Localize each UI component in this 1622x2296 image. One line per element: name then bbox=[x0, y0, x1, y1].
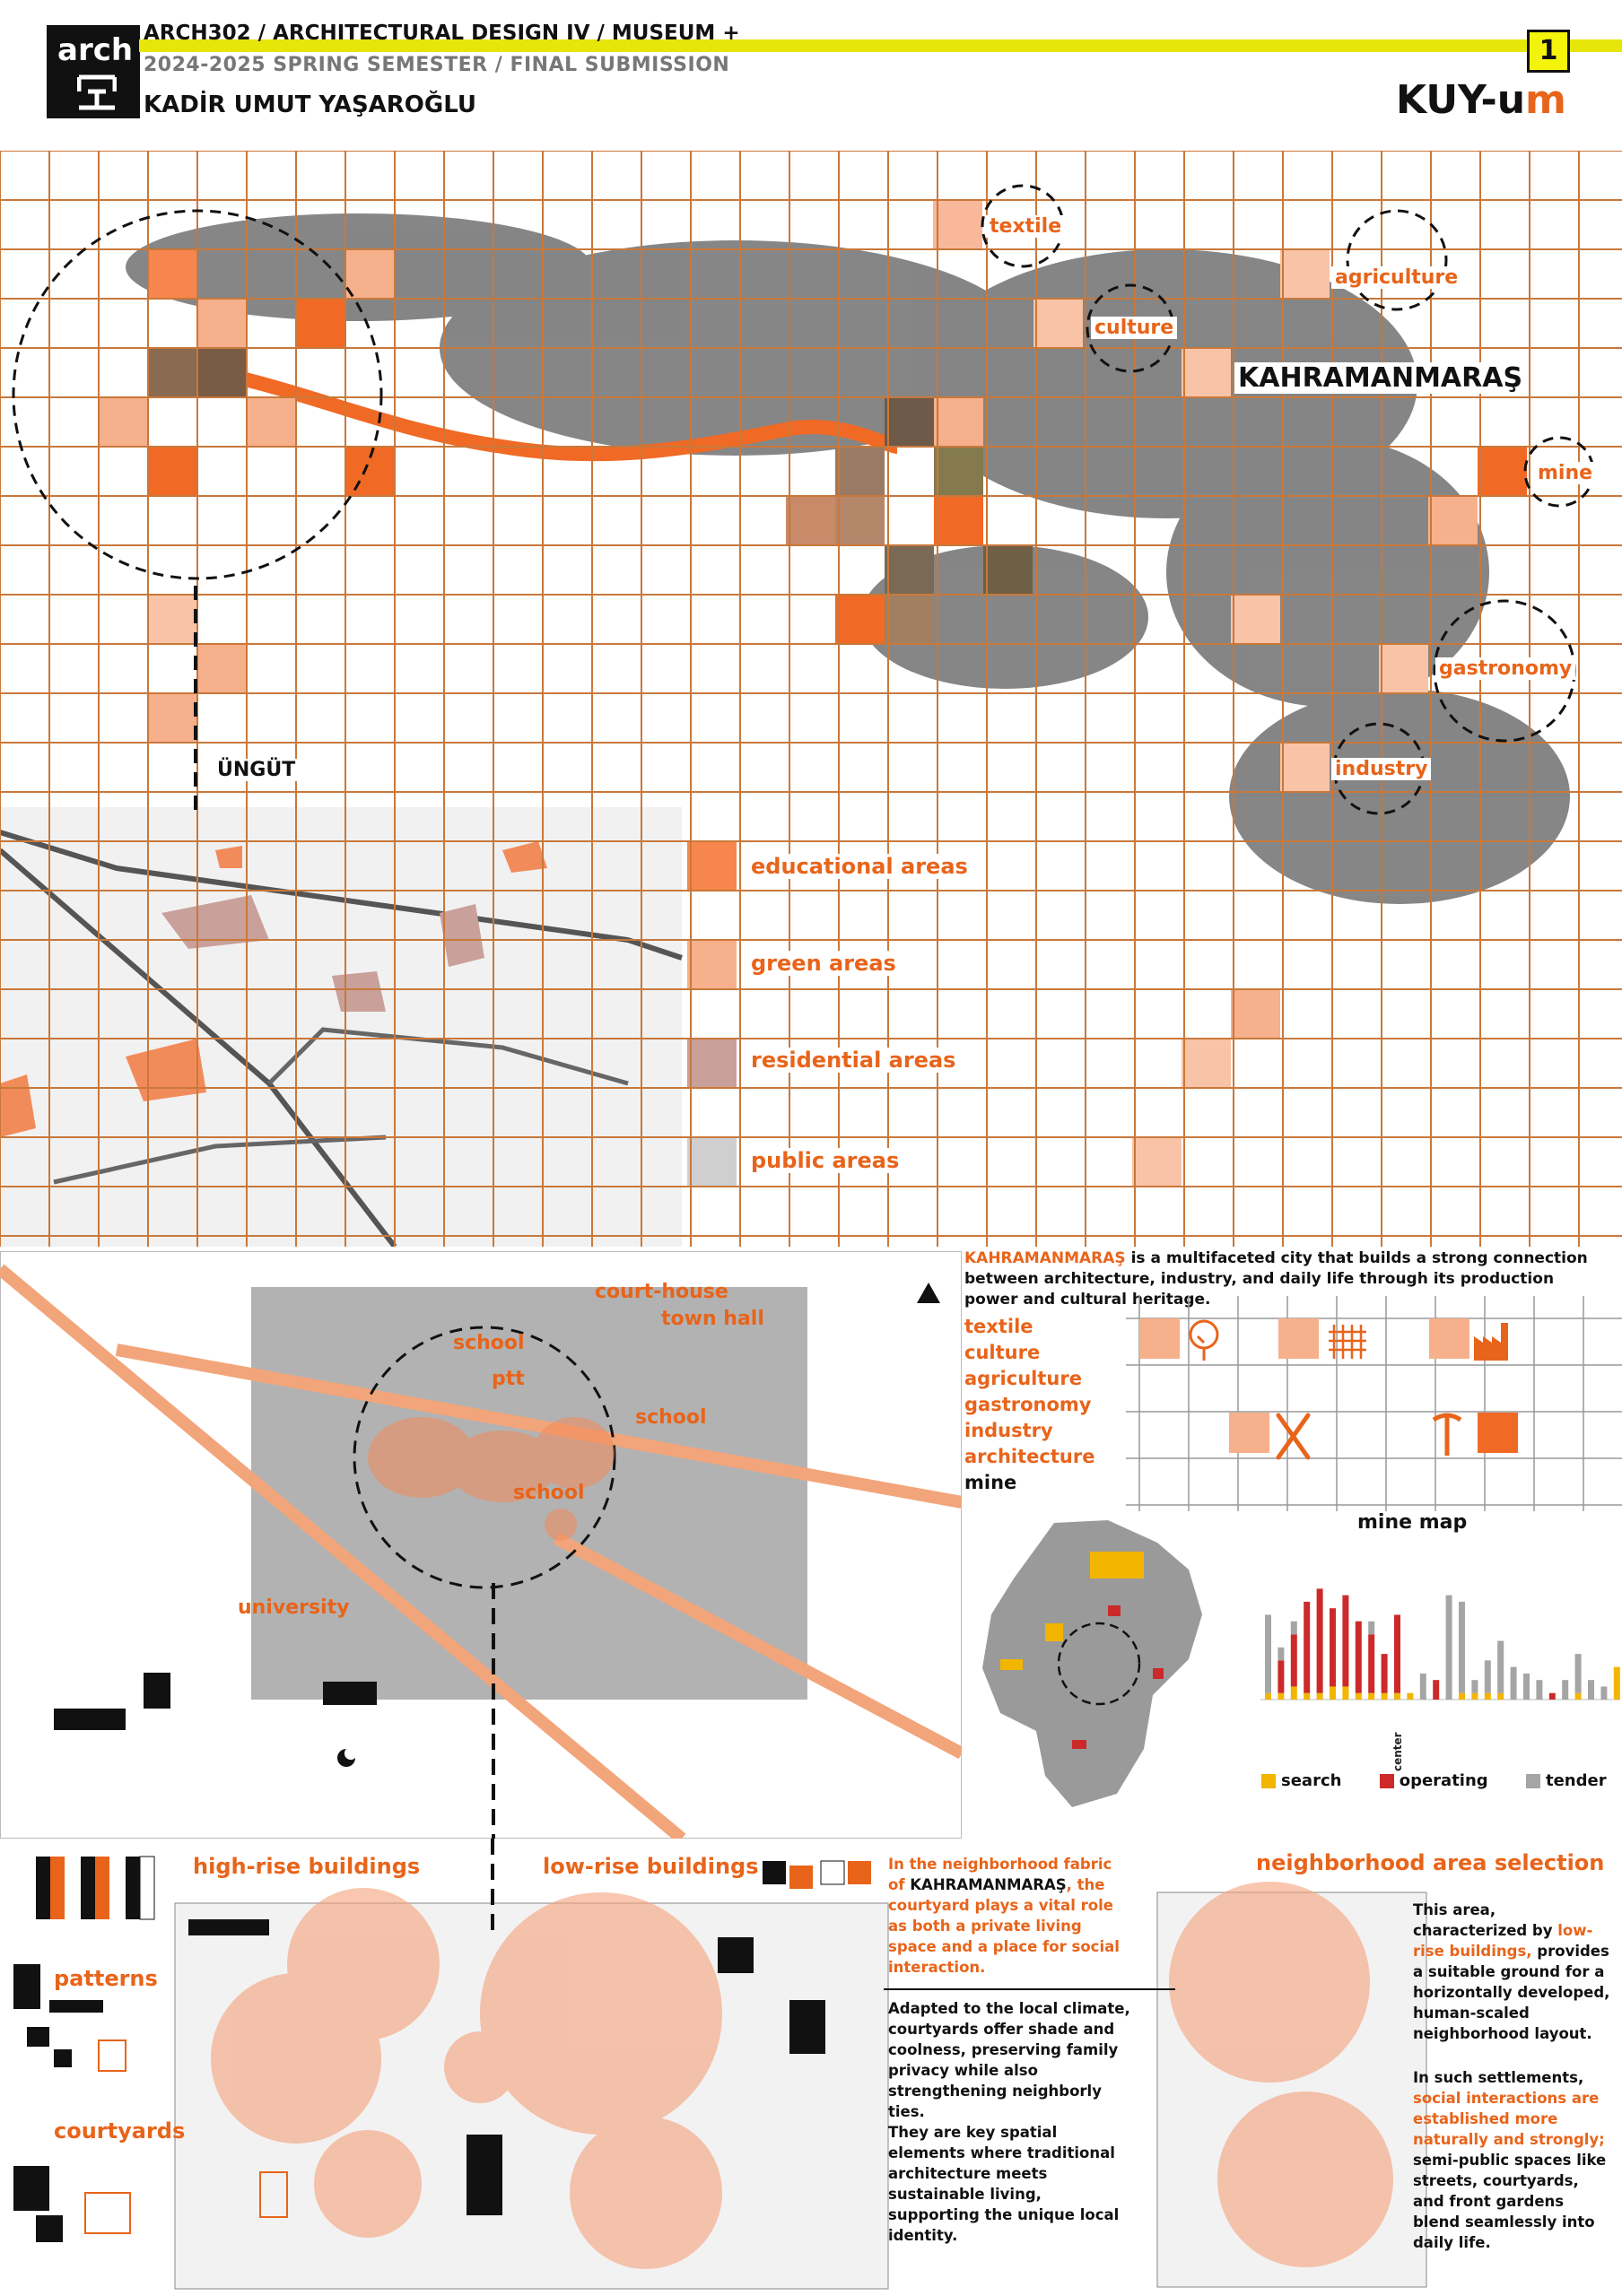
logo-glyph-icon bbox=[77, 72, 117, 111]
center-tick-label: center bbox=[1391, 1732, 1404, 1771]
bar-tender bbox=[1420, 1674, 1426, 1700]
selection-p2-highlight: social interactions are established more naturally and strongly; bbox=[1413, 2090, 1605, 2148]
bar-search bbox=[1382, 1693, 1388, 1700]
bar-operating bbox=[1368, 1634, 1374, 1692]
project-prefix: KUY-u bbox=[1396, 77, 1526, 123]
legend-label-operating: operating bbox=[1399, 1771, 1488, 1790]
bar-operating bbox=[1394, 1614, 1400, 1692]
bar-tender bbox=[1446, 1596, 1452, 1700]
selection-p1-highlight: low-rise buildings, bbox=[1413, 1922, 1593, 1960]
courtyard-intro-pre: In the neighborhood fabric of bbox=[888, 1856, 1112, 1893]
label-ptt: ptt bbox=[492, 1368, 525, 1390]
bar-operating bbox=[1433, 1680, 1439, 1700]
courtyard-paragraph-2: They are key spatial elements where traditional architecture meets sustainable living, supporting the unique local identity. bbox=[888, 2124, 1120, 2244]
low-rise-cube-icons bbox=[763, 1861, 871, 1889]
sector-mine: mine bbox=[964, 1472, 1017, 1493]
selection-title: neighborhood area selection bbox=[1256, 1850, 1605, 1875]
building-analysis-diagrams bbox=[0, 1839, 1622, 2296]
bar-search bbox=[1459, 1693, 1465, 1700]
mine-district-map bbox=[973, 1516, 1234, 1812]
mine-bar-chart bbox=[1256, 1547, 1622, 1789]
legend-educational: educational areas bbox=[748, 854, 971, 879]
mine-map-title: mine map bbox=[1357, 1511, 1468, 1534]
selection-paragraph-1 bbox=[1413, 1900, 1615, 2044]
ungut-base-map bbox=[0, 807, 682, 1247]
legend-green: green areas bbox=[748, 951, 899, 976]
bar-search bbox=[1342, 1686, 1348, 1700]
selection-p2-pre: In such settlements, bbox=[1413, 2069, 1584, 2086]
legend-swatch-search bbox=[1261, 1774, 1276, 1788]
bar-tender bbox=[1511, 1667, 1517, 1700]
sector-architecture: architecture bbox=[964, 1446, 1095, 1467]
sector-list bbox=[964, 1314, 1094, 1496]
logo-text: arch bbox=[57, 32, 134, 68]
author-name: KADİR UMUT YAŞAROĞLU bbox=[144, 91, 477, 118]
bar-search bbox=[1317, 1693, 1323, 1700]
bar-search bbox=[1614, 1667, 1620, 1700]
bar-search bbox=[1407, 1693, 1413, 1700]
label-agriculture: agriculture bbox=[1331, 266, 1461, 289]
bar-tender bbox=[1265, 1614, 1271, 1692]
label-school-2: school bbox=[635, 1406, 707, 1429]
label-mine: mine bbox=[1534, 462, 1596, 484]
bar-tender bbox=[1278, 1648, 1284, 1661]
sector-industry: industry bbox=[964, 1420, 1053, 1441]
bar-tender bbox=[1575, 1654, 1582, 1693]
bar-tender bbox=[1291, 1622, 1297, 1635]
bar-tender bbox=[1368, 1622, 1374, 1635]
high-rise-cube-icons bbox=[36, 1857, 154, 1919]
intro-text: is a multifaceted city that builds a strong connection between architecture, industry, and daily life through its production power and cultural heritage. bbox=[964, 1249, 1588, 1309]
label-culture: culture bbox=[1091, 317, 1177, 339]
bar-search bbox=[1394, 1693, 1400, 1700]
bar-tender bbox=[1497, 1641, 1504, 1693]
tree-icon bbox=[1190, 1321, 1217, 1361]
courtyard-intro bbox=[888, 1854, 1126, 1978]
label-town-hall: town hall bbox=[661, 1308, 764, 1330]
district-label: ÜNGÜT bbox=[214, 759, 299, 781]
legend-public: public areas bbox=[748, 1148, 902, 1173]
bar-search bbox=[1291, 1686, 1297, 1700]
project-suffix: m bbox=[1525, 77, 1566, 123]
bar-tender bbox=[1471, 1680, 1478, 1693]
bar-search bbox=[1575, 1693, 1582, 1700]
courtyards-title: courtyards bbox=[54, 2118, 186, 2144]
arch-logo bbox=[47, 25, 140, 118]
bar-tender bbox=[1459, 1602, 1465, 1693]
label-industry: industry bbox=[1331, 758, 1431, 780]
selection-p1-pre: This area, characterized by bbox=[1413, 1901, 1558, 1939]
bar-operating bbox=[1317, 1588, 1323, 1692]
project-title bbox=[1396, 77, 1566, 123]
legend-label-search: search bbox=[1281, 1771, 1342, 1790]
bar-search bbox=[1497, 1693, 1504, 1700]
intro-city: KAHRAMANMARAŞ bbox=[964, 1249, 1126, 1267]
courtyard-intro-post: , the courtyard plays a vital role as both a private living space and a place for social interaction. bbox=[888, 1876, 1120, 1976]
bar-tender bbox=[1536, 1680, 1542, 1700]
bar-operating bbox=[1342, 1596, 1348, 1687]
bar-operating bbox=[1291, 1634, 1297, 1686]
city-grid-map bbox=[0, 151, 1622, 1247]
patterns-title: patterns bbox=[54, 1966, 158, 1991]
legend-swatch-operating bbox=[1380, 1774, 1394, 1788]
bar-tender bbox=[1562, 1680, 1568, 1700]
bar-tender bbox=[1600, 1686, 1607, 1700]
bar-search bbox=[1368, 1693, 1374, 1700]
bar-search bbox=[1471, 1693, 1478, 1700]
bar-operating bbox=[1382, 1654, 1388, 1693]
sector-gastronomy: gastronomy bbox=[964, 1394, 1092, 1415]
course-title: ARCH302 / ARCHITECTURAL DESIGN IV / MUSEUM + bbox=[144, 22, 740, 45]
label-court-house: court-house bbox=[595, 1281, 728, 1303]
bar-search bbox=[1265, 1693, 1271, 1700]
sheet-number: 1 bbox=[1527, 30, 1570, 73]
bar-operating bbox=[1330, 1608, 1336, 1686]
legend-residential: residential areas bbox=[748, 1048, 958, 1073]
selection-p2-post: semi-public spaces like streets, courtyards, and front gardens blend seamlessly into daily life. bbox=[1413, 2152, 1607, 2251]
sector-icon-grid bbox=[1126, 1296, 1622, 1511]
bar-layer bbox=[1265, 1588, 1620, 1700]
selection-paragraph-2 bbox=[1413, 2067, 1615, 2253]
bar-operating bbox=[1356, 1622, 1362, 1693]
bar-operating bbox=[1304, 1602, 1310, 1693]
bar-search bbox=[1356, 1693, 1362, 1700]
sector-agriculture: agriculture bbox=[964, 1368, 1082, 1389]
bar-tender bbox=[1523, 1674, 1530, 1700]
legend-label-tender: tender bbox=[1545, 1771, 1607, 1790]
pickaxe-icon bbox=[1434, 1415, 1461, 1456]
label-school-1: school bbox=[453, 1332, 525, 1354]
bar-search bbox=[1304, 1693, 1310, 1700]
sector-culture: culture bbox=[964, 1342, 1041, 1363]
label-school-3: school bbox=[513, 1482, 585, 1504]
bar-search bbox=[1278, 1693, 1284, 1700]
label-gastronomy: gastronomy bbox=[1435, 657, 1575, 680]
legend-swatch-tender bbox=[1526, 1774, 1540, 1788]
city-label: KAHRAMANMARAŞ bbox=[1234, 362, 1526, 394]
fork-knife-icon bbox=[1278, 1415, 1308, 1457]
high-rise-title: high-rise buildings bbox=[193, 1854, 421, 1879]
bar-tender bbox=[1485, 1660, 1491, 1692]
sector-textile: textile bbox=[964, 1316, 1033, 1337]
bar-operating bbox=[1549, 1693, 1556, 1700]
bar-operating bbox=[1278, 1660, 1284, 1692]
bar-search bbox=[1330, 1686, 1336, 1700]
semester-line: 2024-2025 SPRING SEMESTER / FINAL SUBMISSION bbox=[144, 54, 730, 76]
courtyard-paragraph-1: Adapted to the local climate, courtyards offer shade and coolness, preserving family privacy while also strengthening neighborly ties. bbox=[888, 2000, 1130, 2120]
courtyard-intro-city: KAHRAMANMARAŞ bbox=[910, 1876, 1067, 1893]
pattern-icons bbox=[13, 1964, 103, 2242]
bar-search bbox=[1485, 1693, 1491, 1700]
label-textile: textile bbox=[986, 215, 1065, 238]
grid-icon bbox=[1329, 1325, 1366, 1359]
factory-icon bbox=[1474, 1323, 1508, 1361]
label-university: university bbox=[238, 1596, 350, 1619]
chart-legend bbox=[1256, 1771, 1622, 1790]
bar-tender bbox=[1588, 1680, 1594, 1700]
selection-p1-post: provides a suitable ground for a horizontally developed, human-scaled neighborhood layout. bbox=[1413, 1943, 1610, 2042]
low-rise-title: low-rise buildings bbox=[543, 1854, 759, 1879]
